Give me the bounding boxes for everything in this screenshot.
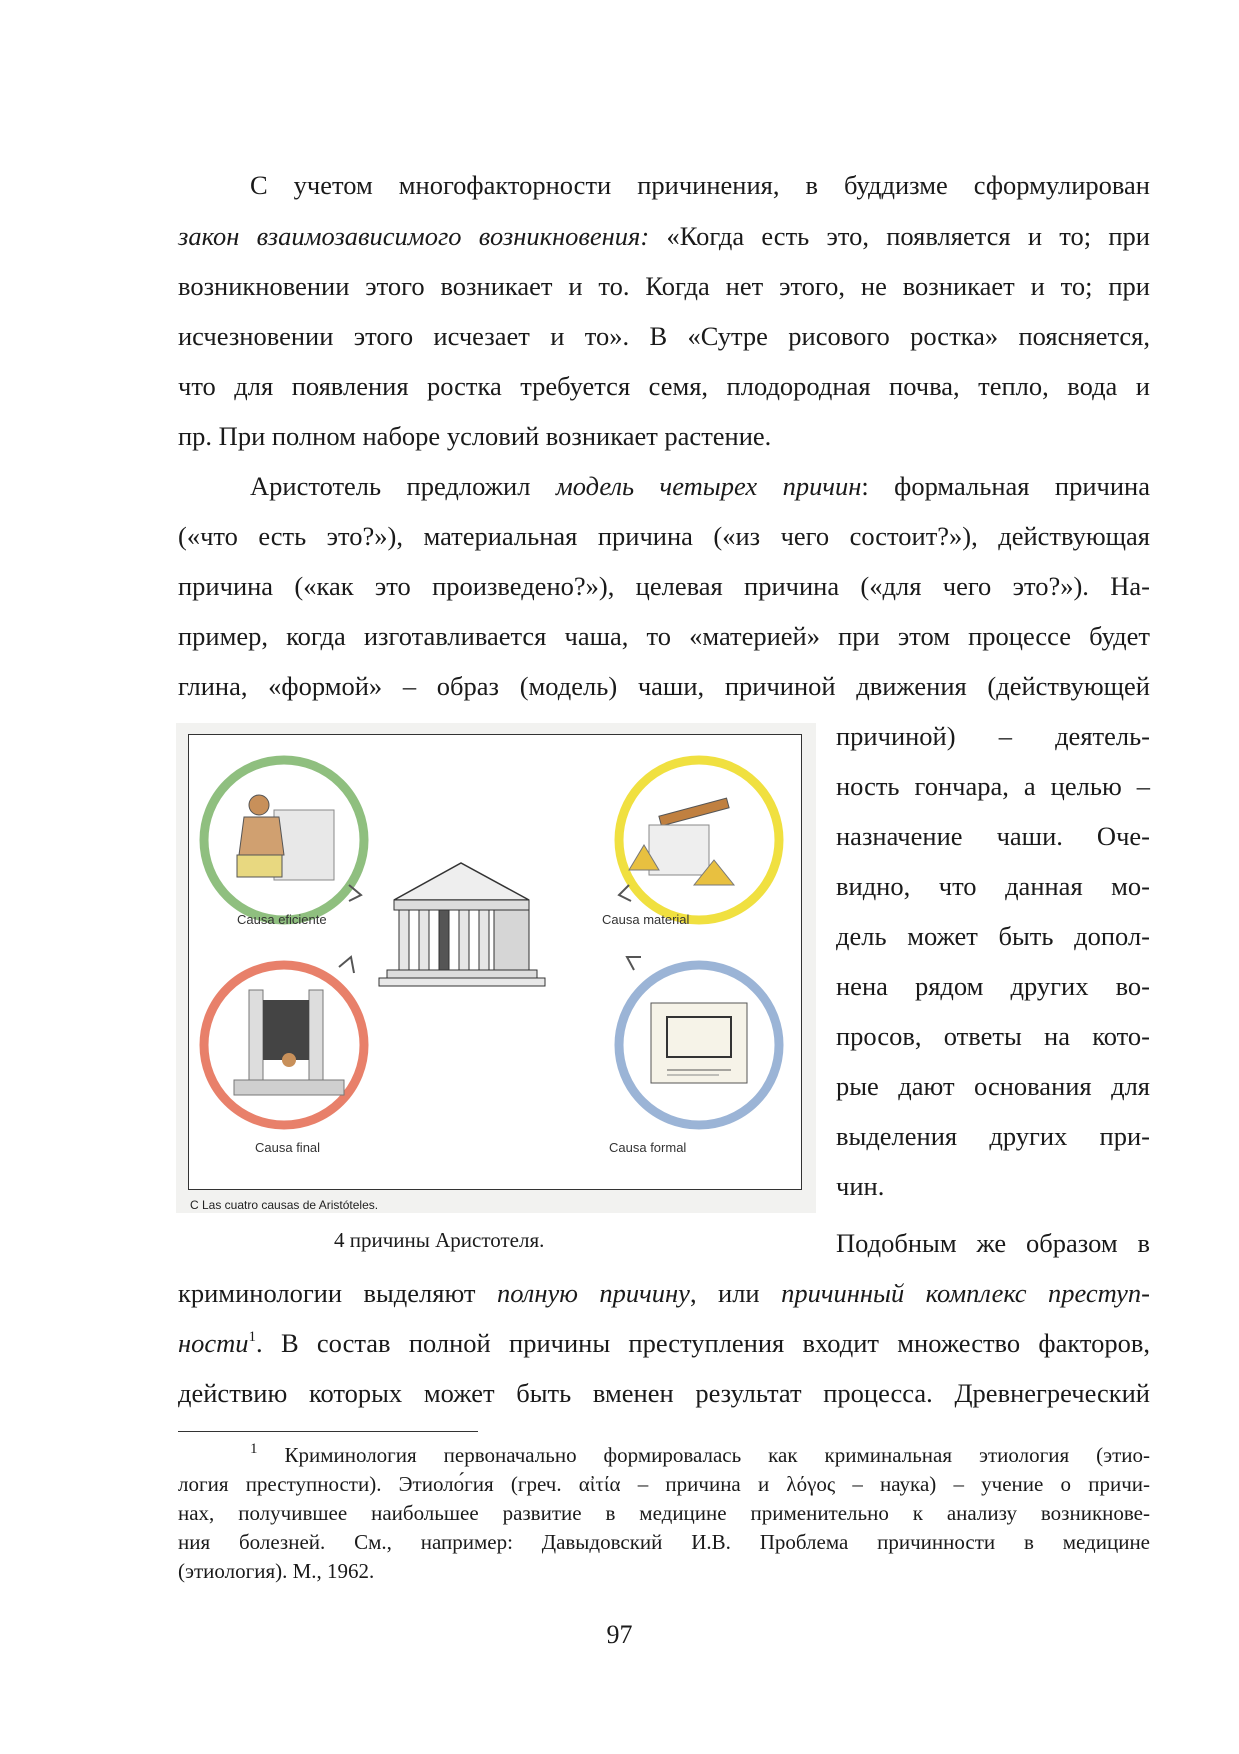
footnote-text: (этиология). М., 1962. (178, 1559, 375, 1583)
label-causa-final: Causa final (255, 1140, 321, 1155)
text-line (178, 621, 1150, 651)
text-segment: глина, «формой» – образ (модель) чаши, причиной движения (действующей (178, 671, 1150, 701)
footnote-mark: 1 (250, 1441, 258, 1457)
footnote-line (178, 1499, 1150, 1528)
label-causa-eficiente: Causa eficiente (237, 912, 327, 927)
footnote-rule (178, 1431, 478, 1432)
text-line (250, 471, 1150, 501)
text-segment: , или (689, 1278, 782, 1308)
text-segment: («что есть это?»), материальная причина («из чего состоит?»), действующая (178, 521, 1150, 551)
text-segment: модель четырех причин (555, 471, 862, 501)
efficient-cause-circle (204, 760, 364, 920)
text-segment: возникновении этого возникает и то. Когда нет этого, не возникает и то; при (178, 271, 1150, 301)
footnote-text: нах, получившее наибольшее развитие в медицине применительно к анализу возникнове- (178, 1501, 1150, 1525)
text-segment: С учетом многофакторности причинения, в буддизме сформулирован (250, 170, 1150, 200)
text-line (178, 671, 1150, 701)
text-line: ность гончара, а целью – (836, 771, 1150, 801)
text-line: чин. (836, 1171, 885, 1201)
temple-illustration (379, 863, 545, 986)
four-causes-illustration (189, 735, 801, 1189)
footnote-text: ния болезней. См., например: Давыдовский И.В. Проблема причинности в медицине (178, 1530, 1150, 1554)
text-line: дель может быть допол- (836, 921, 1150, 951)
footnote-ref: 1 (248, 1329, 257, 1345)
text-line: нена рядом других во- (836, 971, 1150, 1001)
after-caption-line: Подобным же образом в (836, 1228, 1150, 1258)
footnote-line (178, 1528, 1150, 1557)
text-segment: криминологии выделяют (178, 1278, 497, 1308)
label-causa-formal: Causa formal (609, 1140, 687, 1155)
text-line (178, 521, 1150, 551)
figure-inner-caption: C Las cuatro causas de Aristóteles. (190, 1198, 379, 1212)
footnote-line (178, 1557, 1150, 1586)
text-segment: закон взаимозависимого возникновения: (178, 221, 650, 251)
text-line: причиной) – деятель- (836, 721, 1150, 751)
text-line: рые дают основания для (836, 1071, 1150, 1101)
text-line (178, 571, 1150, 601)
text-line: видно, что данная мо- (836, 871, 1150, 901)
text-segment: . В состав полной причины преступления входит множество факторов, (256, 1328, 1150, 1358)
text-line: выделения других при- (836, 1121, 1150, 1151)
text-segment: исчезновении этого исчезает и то». В «Сутре рисового ростка» поясняется, (178, 321, 1150, 351)
text-segment: причина («как это произведено?»), целевая причина («для чего это?»). На- (178, 571, 1150, 601)
text-segment: полную причину (496, 1278, 690, 1308)
aristotle-four-causes-figure (176, 723, 816, 1213)
final-cause-circle (204, 957, 364, 1125)
footnote-line (178, 1470, 1150, 1499)
text-line (178, 1278, 1150, 1308)
text-line: назначение чаши. Оче- (836, 821, 1150, 851)
footnote-text: логия преступности). Этиоло́гия (греч. αἰτία – причина и λόγος – наука) – учение о причи- (178, 1472, 1150, 1496)
material-cause-circle (619, 760, 779, 920)
text-segment: что для появления ростка требуется семя, плодородная почва, тепло, вода и (178, 371, 1150, 401)
text-line (178, 1378, 1150, 1408)
formal-cause-circle (619, 957, 779, 1125)
text-line (178, 321, 1150, 351)
text-line (178, 221, 1150, 251)
text-line (178, 1328, 1150, 1358)
footnote-text: Криминология первоначально формировалась как криминальная этиология (этио- (257, 1443, 1150, 1467)
text-line (178, 371, 1150, 401)
text-segment: пр. При полном наборе условий возникает растение. (178, 421, 772, 451)
text-segment: пример, когда изготавливается чаша, то «материей» при этом процессе будет (178, 621, 1150, 651)
text-segment: «Когда есть это, появляется и то; при (649, 221, 1150, 251)
text-line (178, 271, 1150, 301)
text-line (178, 421, 1150, 451)
footnote-line (250, 1441, 1150, 1470)
text-line: просов, ответы на кото- (836, 1021, 1150, 1051)
text-segment: ности (178, 1328, 249, 1358)
page-number: 97 (606, 1620, 633, 1649)
text-segment: : формальная причина (861, 471, 1150, 501)
text-segment: действию которых может быть вменен результат процесса. Древнегреческий (178, 1378, 1150, 1408)
figure-caption: 4 причины Аристотеля. (334, 1228, 545, 1252)
text-line (250, 170, 1150, 200)
label-causa-material: Causa material (602, 912, 690, 927)
figure-frame (188, 734, 802, 1190)
text-segment: причинный комплекс преступ- (781, 1278, 1150, 1308)
text-segment: Аристотель предложил (250, 471, 556, 501)
